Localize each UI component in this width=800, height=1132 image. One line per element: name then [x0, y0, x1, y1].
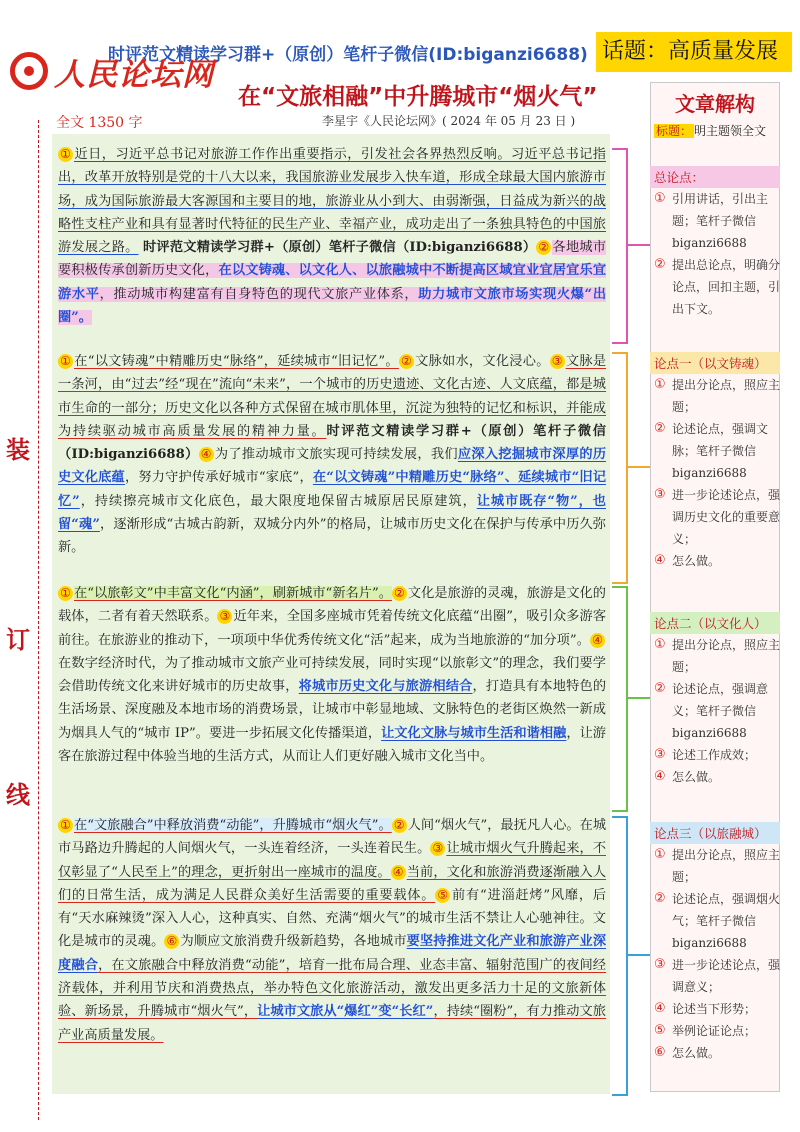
number-badge: ④ — [590, 633, 605, 648]
point-1-head: 论点一（以文铸魂） — [650, 352, 780, 374]
item-number: ② — [654, 891, 666, 906]
item-text: 提出总论点，明确分论点，回扣主题，引出下文。 — [672, 258, 781, 316]
binding-char-1: 装 — [6, 435, 30, 464]
point-3-item-3 — [650, 954, 780, 998]
structure-general — [650, 166, 780, 320]
item-text: 引用讲话，引出主题；笔杆子微信 biganzi6688 — [672, 192, 769, 250]
number-badge: ② — [399, 354, 414, 369]
header-line: 时评范文精读学习群+（原创）笔杆子微信(ID:biganzi6688) — [108, 45, 588, 65]
number-badge: ② — [392, 818, 407, 833]
point-3-how: 为顺应文旅消费升级新趋势，各地城市 — [180, 934, 407, 950]
general-head: 总论点： — [650, 166, 780, 188]
item-text: 论述论点，强调意义；笔杆子微信 biganzi6688 — [672, 682, 769, 740]
point-2-argument: 近年来，全国多座城市凭着传统文化底蕴“出圈”，吸引众多游客前往。在旅游业的推动下，一项项中华优秀传统文化“活”起来，成为当地旅游的“加分项”。 — [58, 609, 607, 648]
point-1-lead: 在“以文铸魂”中精雕历史“脉络”，延续城市“旧记忆”。 — [74, 354, 399, 369]
point-3-sentence: 人间“烟火气”，最抚凡人心。在城市马路边升腾起的人间烟火气，一头连着经济，一头连着民生。 — [58, 818, 607, 857]
point-2-item-1 — [650, 634, 780, 678]
bracket-point-3 — [612, 816, 628, 1096]
structure-point-3 — [650, 822, 780, 1064]
wechat-watermark-text: 时评范文精读学习群+（原创）笔杆子微信（ID:biganzi6688） — [143, 240, 537, 256]
item-text: 举例论证论点； — [672, 1024, 757, 1038]
item-text: 怎么做。 — [672, 554, 721, 568]
item-number: ④ — [654, 769, 666, 784]
logo-icon — [10, 52, 48, 90]
connector-point-3 — [626, 954, 650, 956]
structure-title: 文章解构 — [675, 92, 755, 116]
title-desc: 明主题领全文 — [694, 124, 767, 138]
article-title: 在“文旅相融”中升腾城市“烟火气” — [238, 84, 598, 110]
item-text: 怎么做。 — [672, 770, 721, 784]
bracket-point-2 — [612, 586, 628, 812]
item-text: 怎么做。 — [672, 1046, 721, 1060]
intro-quote: 近日，习近平总书记对旅游工作作出重要指示，引发社会各界热烈反响。习近平总书记指出，改革开放特别是党的十八大以来，我国旅游业发展步入快车道，形成全球最大国内旅游市场，成为国际旅游最大客源国和主要目的地，旅游业从小到大、由弱渐强，日益成为新兴的战略性支柱产业和具有显著时代特征的民生产业、幸福产业，成功走出了一条独具特色的中国旅游发展之路。 — [58, 147, 606, 256]
point-2-head: 论点二（以文化人） — [650, 612, 780, 634]
item-number: ① — [654, 847, 666, 862]
connector-point-1 — [626, 466, 650, 468]
point-2-how: 在数字经济时代，为了推动城市文旅产业可持续发展，同时实现“以旅彰文”的理念，我们要学会借助传统文化来讲好城市的历史故事， — [58, 655, 606, 695]
item-text: 论述工作成效； — [672, 748, 757, 762]
item-number: ⑤ — [654, 1023, 666, 1038]
point-3-item-1 — [650, 844, 780, 888]
binding-char-2: 订 — [6, 625, 30, 654]
bracket-point-1 — [612, 352, 628, 584]
general-item-2 — [650, 254, 780, 320]
point-2-highlight-2: 让文化文脉与城市生活和谐相融 — [381, 725, 567, 741]
binding-char-3: 线 — [6, 780, 30, 809]
point-3-highlight-2: 让城市文旅从“爆红”变“长红” — [257, 1004, 434, 1020]
paragraph-point-3 — [58, 814, 606, 1047]
title-tag: 标题： — [656, 124, 693, 138]
point-1-item-4 — [650, 550, 780, 572]
point-3-item-6 — [650, 1042, 780, 1064]
number-badge: ② — [536, 240, 551, 255]
point-1-argument: 文脉是一条河，由“过去”经“现在”流向“未来”，一个城市的历史遗迹、文化古迹、人文底蕴，都是城市生命的一部分；历史文化以各种方式保留在城市肌体里，沉淀为独特的记忆和标识，并能成为持续驱动城市高质量发展的精神力量。 — [58, 354, 607, 439]
point-1-highlight: 应深入挖掘城市深厚的历史文化底蕴 — [58, 447, 607, 486]
item-text: 论述论点，强调文脉；笔杆子微信 biganzi6688 — [672, 422, 769, 480]
point-2-how-3: ，让游客在旅游过程中体验当地的生活方式，从而让人们更好融入城市文化当中。 — [58, 725, 606, 765]
point-2-highlight: 将城市历史文化与旅游相结合 — [298, 679, 473, 695]
item-number: ④ — [654, 1001, 666, 1016]
topic-label: 话题： — [602, 39, 669, 64]
paragraph-point-1 — [58, 350, 606, 560]
item-number: ⑥ — [654, 1045, 666, 1060]
structure-point-1 — [650, 352, 780, 572]
wechat-watermark-text: 时评范文精读学习群+（原创）笔杆子微信（ID:biganzi6688） — [58, 423, 606, 463]
point-2-how-2: ，打造具有本地特色的生活场景、深度融及本地市场的消费场景，让城市中彰显地域、文脉特色的老街区焕然一新成为烟具人气的“城市 IP”。要进一步拓展文化传播渠道， — [58, 679, 607, 741]
topic-value: 高质量发展 — [668, 39, 779, 64]
structure-point-2 — [650, 612, 780, 788]
word-count: 全文 1350 字 — [56, 115, 143, 131]
connector-intro — [626, 244, 650, 246]
point-3-how-2: ，在文旅融合中释放消费“动能”，培育一批布局合理、业态丰富、辐射范围广的夜间经济载体，并利用节庆和消费热点，举办特色文化旅游活动，激发出更多活力十足的文旅新体验、新场景，升腾城市“烟火气”， — [58, 957, 606, 1020]
item-number: ① — [654, 191, 666, 206]
number-badge: ① — [58, 354, 73, 369]
point-1-how-4: ，逐渐形成“古城古韵新，双城分内外”的格局，让城市历史文化在保护与传承中历久弥新。 — [58, 517, 606, 556]
item-number: ① — [654, 377, 666, 392]
thesis-text-2: ，推动城市构建富有自身特色的现代文旅产业体系， — [99, 286, 419, 302]
item-text: 提出分论点，照应主题； — [672, 848, 781, 884]
thesis-highlight: 在以文铸魂、以文化人、以旅融城中不断提高区域宜业宜居宜乐宜游水平 — [58, 263, 607, 302]
number-badge: ① — [58, 586, 73, 601]
item-number: ④ — [654, 553, 666, 568]
point-2-sentence: 文化是旅游的灵魂，旅游是文化的载体，二者有着天然联系。 — [58, 586, 606, 625]
item-text: 提出分论点，照应主题； — [672, 638, 781, 674]
bracket-intro — [612, 148, 628, 344]
connector-point-2 — [626, 697, 650, 699]
byline: 李星宇《人民论坛网》( 2024 年 05 月 23 日 ) — [322, 114, 576, 128]
point-3-situation: 当前，文化和旅游消费逐渐融入人们的日常生活，成为满足人民群众美好生活需要的重要载体。 — [58, 864, 607, 903]
number-badge: ⑥ — [164, 934, 179, 949]
item-number: ① — [654, 637, 666, 652]
point-1-item-2 — [650, 418, 780, 484]
point-3-argument: 让城市烟火气升腾起来，不仅彰显了“人民至上”的理念，更折射出一座城市的温度。 — [58, 841, 607, 880]
item-number: ③ — [654, 487, 666, 502]
number-badge: ③ — [430, 841, 445, 856]
number-badge: ⑤ — [435, 888, 450, 903]
topic-box — [596, 32, 792, 72]
point-1-how-2: ，努力守护传承好城市“家底”， — [124, 470, 313, 486]
point-3-item-5 — [650, 1020, 780, 1042]
point-3-example: 前有“进淄赶烤”风靡，后有“天水麻辣烫”深入人心，这种真实、自然、充满“烟火气”的城市生活不禁让人心驰神往。文化是城市的灵魂。 — [58, 887, 607, 950]
point-1-highlight-2: 在“以文铸魂”中精雕历史“脉络”、延续城市“旧记忆” — [58, 470, 607, 509]
number-badge: ④ — [391, 865, 406, 880]
general-item-1 — [650, 188, 780, 254]
thesis-highlight-2: 助力城市文旅市场实现火爆“出圈”。 — [58, 286, 607, 326]
point-1-item-1 — [650, 374, 780, 418]
number-badge: ② — [392, 586, 407, 601]
point-1-item-3 — [650, 484, 780, 550]
point-2-item-3 — [650, 744, 780, 766]
item-number: ③ — [654, 957, 666, 972]
point-3-head: 论点三（以旅融城） — [650, 822, 780, 844]
point-1-how-3: ，持续擦亮城市文化底色，最大限度地保留古城原居民原建筑， — [79, 493, 477, 509]
point-2-item-2 — [650, 678, 780, 744]
number-badge: ① — [58, 147, 73, 162]
point-3-highlight: 要坚持推进文化产业和旅游产业深度融合 — [58, 934, 607, 973]
item-number: ② — [654, 421, 666, 436]
item-text: 论述论点，强调烟火气；笔杆子微信 biganzi6688 — [672, 892, 781, 950]
logo-text: 人民论坛网 — [54, 56, 214, 93]
number-badge: ③ — [550, 354, 565, 369]
item-number: ② — [654, 681, 666, 696]
number-badge: ④ — [199, 447, 214, 462]
paragraph-intro — [58, 143, 606, 329]
point-3-how-3: ，持续“圈粉”，有力推动文旅产业高质量发展。 — [58, 1004, 606, 1043]
item-number: ② — [654, 257, 666, 272]
point-2-item-4 — [650, 766, 780, 788]
item-text: 论述当下形势； — [672, 1002, 757, 1016]
point-1-highlight-3: 让城市既存“物”，也留“魂” — [58, 493, 606, 533]
thesis-text: 各地城市要积极传承创新历史文化， — [58, 240, 606, 279]
item-text: 提出分论点，照应主题； — [672, 378, 781, 414]
point-2-lead: 在“以旅彰文”中丰富文化“内涵”，刷新城市“新名片”。 — [74, 586, 392, 601]
point-3-item-4 — [650, 998, 780, 1020]
number-badge: ③ — [217, 609, 232, 624]
point-3-lead: 在“文旅融合”中释放消费“动能”，升腾城市“烟火气”。 — [74, 818, 392, 833]
point-1-sentence: 文脉如水，文化浸心。 — [414, 354, 550, 369]
logo — [10, 48, 230, 94]
point-1-how: 为了推动城市文旅实现可持续发展，我们 — [214, 447, 458, 463]
item-text: 进一步论述论点，强调历史文化的重要意义； — [672, 488, 781, 546]
binding-dashed-line — [38, 120, 39, 1120]
number-badge: ① — [58, 818, 73, 833]
structure-title-note — [650, 120, 780, 141]
item-number: ③ — [654, 747, 666, 762]
point-3-item-2 — [650, 888, 780, 954]
item-text: 进一步论述论点，强调意义； — [672, 958, 781, 994]
paragraph-point-2 — [58, 582, 606, 768]
